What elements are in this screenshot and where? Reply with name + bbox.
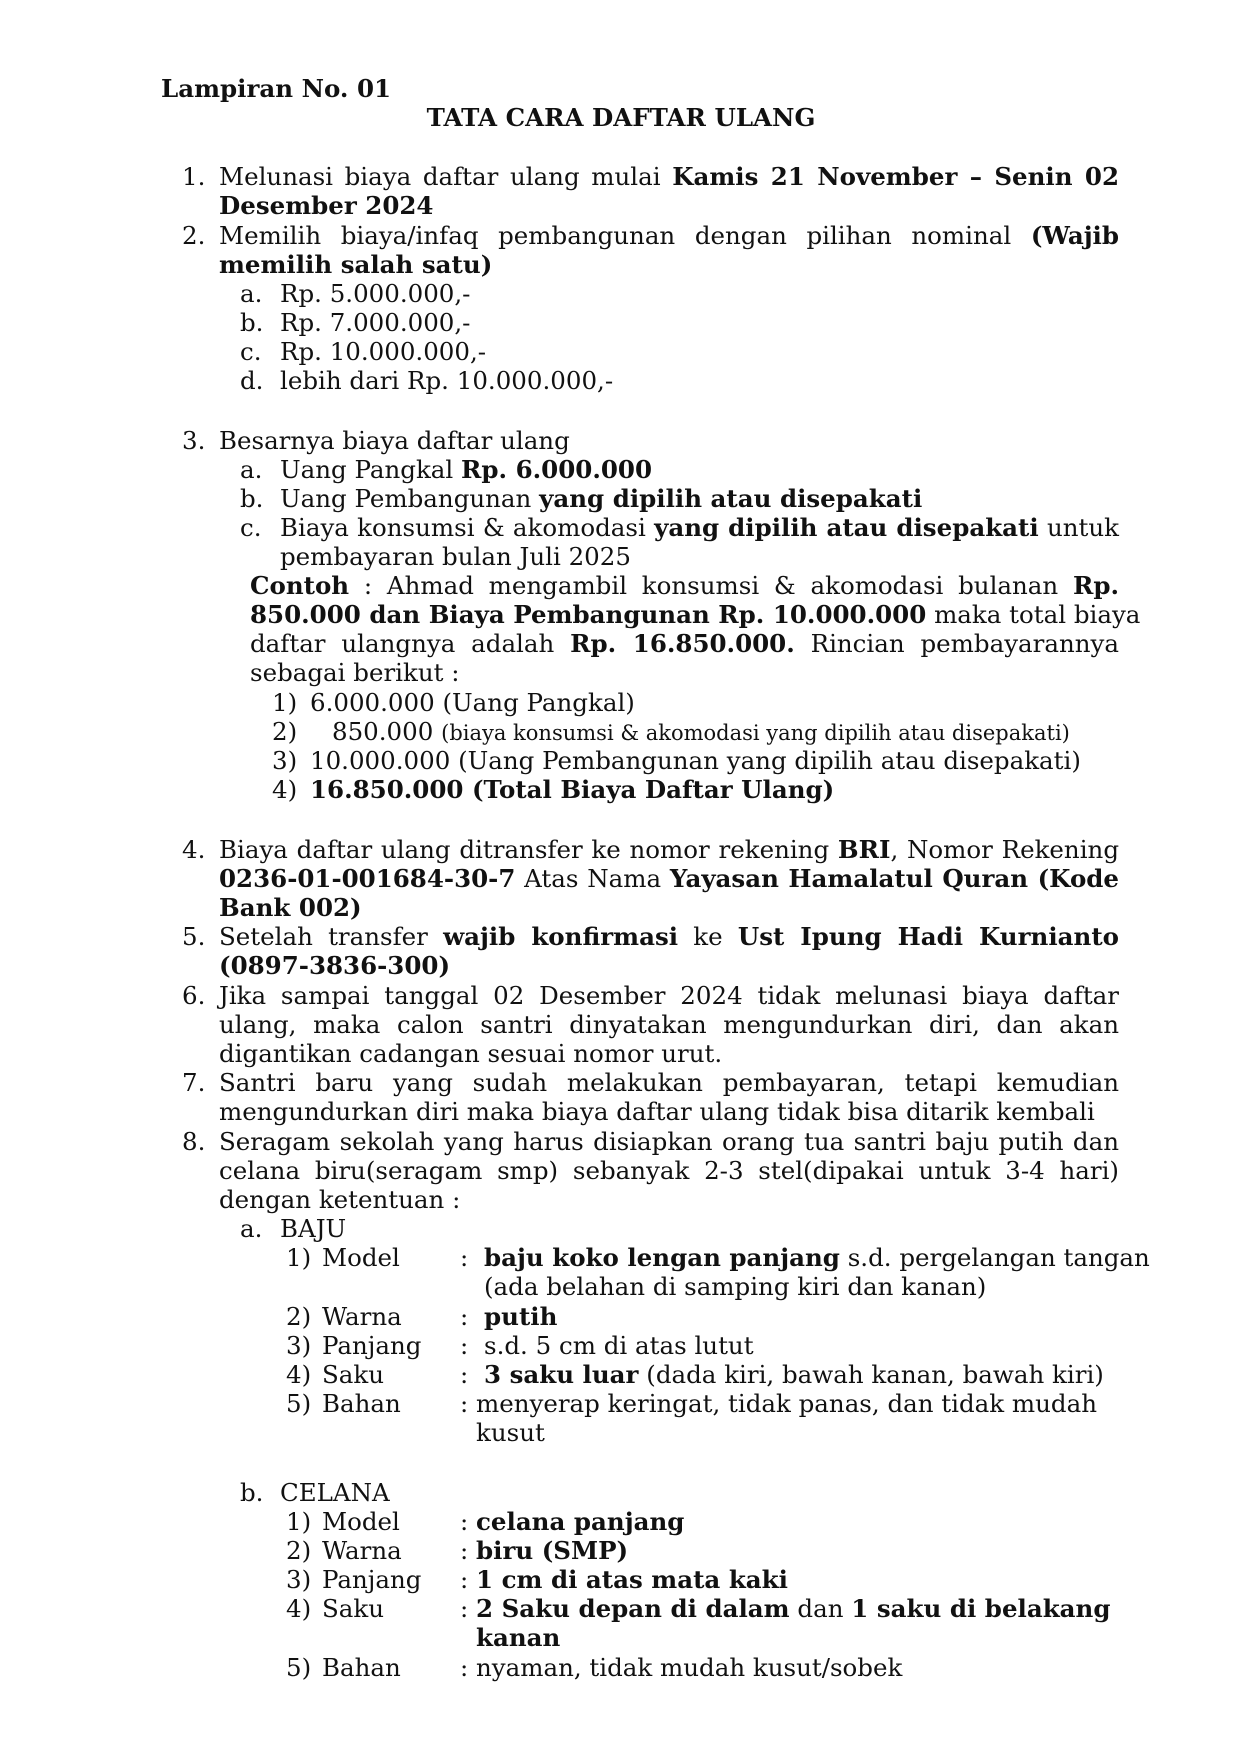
celana-row-number: 1) bbox=[286, 1507, 312, 1536]
item-3-number: 3. bbox=[182, 426, 206, 455]
baju-row-colon: : bbox=[460, 1331, 469, 1360]
item-3b-text: Uang Pembangunan yang dipilih atau disepakati bbox=[280, 484, 923, 513]
option-value: lebih dari Rp. 10.000.000,- bbox=[280, 366, 614, 395]
breakdown-text: 6.000.000 (Uang Pangkal) bbox=[310, 688, 635, 717]
breakdown-text: 850.000 (biaya konsumsi & akomodasi yang dipilih atau disepakati) bbox=[332, 717, 1070, 746]
baju-row-colon: : bbox=[460, 1302, 469, 1331]
baju-row-colon: : bbox=[460, 1360, 469, 1389]
baju-row-colon: : bbox=[460, 1243, 469, 1272]
item-7-line-1: Santri baru yang sudah melakukan pembayaran, tetapi kemudian bbox=[219, 1068, 1119, 1097]
baju-row-value: s.d. 5 cm di atas lutut bbox=[484, 1331, 754, 1360]
item-5-line-2: (0897-3836-300) bbox=[219, 951, 451, 980]
item-3b-label: b. bbox=[240, 484, 264, 513]
baju-row-value-line-2: (ada belahan di samping kiri dan kanan) bbox=[484, 1272, 987, 1301]
baju-row-key: Panjang bbox=[322, 1331, 422, 1360]
contoh-line-2: 850.000 dan Biaya Pembangunan Rp. 10.000.000 maka total biaya bbox=[250, 600, 1141, 629]
option-value: Rp. 10.000.000,- bbox=[280, 337, 487, 366]
item-5-line-1: Setelah transfer wajib konfirmasi ke Ust Ipung Hadi Kurnianto bbox=[219, 922, 1119, 951]
baju-title: BAJU bbox=[280, 1214, 347, 1243]
baju-row-value: 3 saku luar (dada kiri, bawah kanan, bawah kiri) bbox=[484, 1360, 1104, 1389]
baju-row-value: menyerap keringat, tidak panas, dan tidak mudah bbox=[476, 1389, 1097, 1418]
item-8-line-2: celana biru(seragam smp) sebanyak 2-3 stel(dipakai untuk 3-4 hari) bbox=[219, 1156, 1119, 1185]
baju-row-number: 2) bbox=[286, 1302, 312, 1331]
contoh-line-4: sebagai berikut : bbox=[250, 658, 460, 687]
celana-row-key: Panjang bbox=[322, 1565, 422, 1594]
option-value: Rp. 5.000.000,- bbox=[280, 279, 471, 308]
breakdown-number: 2) bbox=[272, 717, 298, 746]
item-2-number: 2. bbox=[182, 221, 206, 250]
page-title: TATA CARA DAFTAR ULANG bbox=[426, 103, 816, 132]
option-label: b. bbox=[240, 308, 264, 337]
item-6-number: 6. bbox=[182, 981, 206, 1010]
baju-row-colon: : bbox=[460, 1389, 469, 1418]
baju-row-number: 5) bbox=[286, 1389, 312, 1418]
baju-row-number: 3) bbox=[286, 1331, 312, 1360]
baju-label: a. bbox=[240, 1214, 263, 1243]
celana-row-value: 2 Saku depan di dalam dan 1 saku di belakang bbox=[476, 1594, 1111, 1623]
item-8-line-1: Seragam sekolah yang harus disiapkan orang tua santri baju putih dan bbox=[219, 1127, 1119, 1156]
item-4-line-1: Biaya daftar ulang ditransfer ke nomor rekening BRI, Nomor Rekening bbox=[219, 835, 1120, 864]
item-8-line-3: dengan ketentuan : bbox=[219, 1185, 461, 1214]
baju-row-key: Bahan bbox=[322, 1389, 401, 1418]
celana-row-colon: : bbox=[460, 1507, 469, 1536]
contoh-line-1: Contoh : Ahmad mengambil konsumsi & akomodasi bulanan Rp. bbox=[250, 571, 1119, 600]
breakdown-text: 10.000.000 (Uang Pembangunan yang dipilih atau disepakati) bbox=[310, 746, 1081, 775]
item-6-line-2: ulang, maka calon santri dinyatakan mengundurkan diri, dan akan bbox=[219, 1010, 1119, 1039]
celana-row-value: biru (SMP) bbox=[476, 1536, 629, 1565]
baju-row-key: Model bbox=[322, 1243, 400, 1272]
baju-row-value: putih bbox=[484, 1302, 558, 1331]
celana-row-number: 4) bbox=[286, 1594, 312, 1623]
item-1-line-1: Melunasi biaya daftar ulang mulai Kamis 21 November – Senin 02 bbox=[219, 162, 1120, 191]
baju-row-key: Warna bbox=[322, 1302, 402, 1331]
breakdown-number: 3) bbox=[272, 746, 298, 775]
item-2-line-2: memilih salah satu) bbox=[219, 250, 493, 279]
item-3c-label: c. bbox=[240, 513, 262, 542]
item-3-text: Besarnya biaya daftar ulang bbox=[219, 426, 570, 455]
celana-row-key: Saku bbox=[322, 1594, 385, 1623]
option-value: Rp. 7.000.000,- bbox=[280, 308, 471, 337]
item-3a-label: a. bbox=[240, 455, 263, 484]
item-8-number: 8. bbox=[182, 1127, 206, 1156]
item-3c-line-2: pembayaran bulan Juli 2025 bbox=[280, 542, 631, 571]
option-label: d. bbox=[240, 366, 264, 395]
breakdown-number: 1) bbox=[272, 688, 298, 717]
celana-row-number: 3) bbox=[286, 1565, 312, 1594]
celana-title: CELANA bbox=[280, 1478, 390, 1507]
item-7-number: 7. bbox=[182, 1068, 206, 1097]
item-4-number: 4. bbox=[182, 835, 206, 864]
item-6-line-3: digantikan cadangan sesuai nomor urut. bbox=[219, 1039, 723, 1068]
contoh-line-3: daftar ulangnya adalah Rp. 16.850.000. Rincian pembayarannya bbox=[250, 629, 1119, 658]
celana-row-number: 2) bbox=[286, 1536, 312, 1565]
celana-row-value: 1 cm di atas mata kaki bbox=[476, 1565, 788, 1594]
option-label: a. bbox=[240, 279, 263, 308]
celana-label: b. bbox=[240, 1478, 264, 1507]
item-6-line-1: Jika sampai tanggal 02 Desember 2024 tidak melunasi biaya daftar bbox=[219, 981, 1119, 1010]
breakdown-total: 16.850.000 (Total Biaya Daftar Ulang) bbox=[310, 775, 835, 804]
item-4-line-2: 0236-01-001684-30-7 Atas Nama Yayasan Hamalatul Quran (Kode bbox=[219, 864, 1119, 893]
baju-row-value-line-2: kusut bbox=[476, 1418, 545, 1447]
item-3c-line-1: Biaya konsumsi & akomodasi yang dipilih atau disepakati untuk bbox=[280, 513, 1119, 542]
option-label: c. bbox=[240, 337, 262, 366]
baju-row-number: 1) bbox=[286, 1243, 312, 1272]
baju-row-value: baju koko lengan panjang s.d. pergelangan tangan bbox=[484, 1243, 1150, 1272]
item-3a-text: Uang Pangkal Rp. 6.000.000 bbox=[280, 455, 652, 484]
item-1-number: 1. bbox=[182, 162, 206, 191]
item-2-line-1: Memilih biaya/infaq pembangunan dengan pilihan nominal (Wajib bbox=[219, 221, 1119, 250]
item-5-number: 5. bbox=[182, 922, 206, 951]
item-1-line-2: Desember 2024 bbox=[219, 191, 434, 220]
celana-row-key: Bahan bbox=[322, 1653, 401, 1682]
lampiran-label: Lampiran No. 01 bbox=[161, 74, 392, 103]
baju-row-number: 4) bbox=[286, 1360, 312, 1389]
celana-row-colon: : bbox=[460, 1536, 469, 1565]
celana-row-colon: : bbox=[460, 1594, 469, 1623]
celana-row-key: Model bbox=[322, 1507, 400, 1536]
breakdown-number: 4) bbox=[272, 775, 298, 804]
celana-row-number: 5) bbox=[286, 1653, 312, 1682]
celana-row-value-line-2: kanan bbox=[476, 1623, 561, 1652]
celana-row-colon: : bbox=[460, 1653, 469, 1682]
baju-row-key: Saku bbox=[322, 1360, 385, 1389]
celana-row-value: nyaman, tidak mudah kusut/sobek bbox=[476, 1653, 903, 1682]
celana-row-key: Warna bbox=[322, 1536, 402, 1565]
item-4-line-3: Bank 002) bbox=[219, 893, 362, 922]
celana-row-value: celana panjang bbox=[476, 1507, 685, 1536]
celana-row-colon: : bbox=[460, 1565, 469, 1594]
item-7-line-2: mengundurkan diri maka biaya daftar ulang tidak bisa ditarik kembali bbox=[219, 1097, 1095, 1126]
